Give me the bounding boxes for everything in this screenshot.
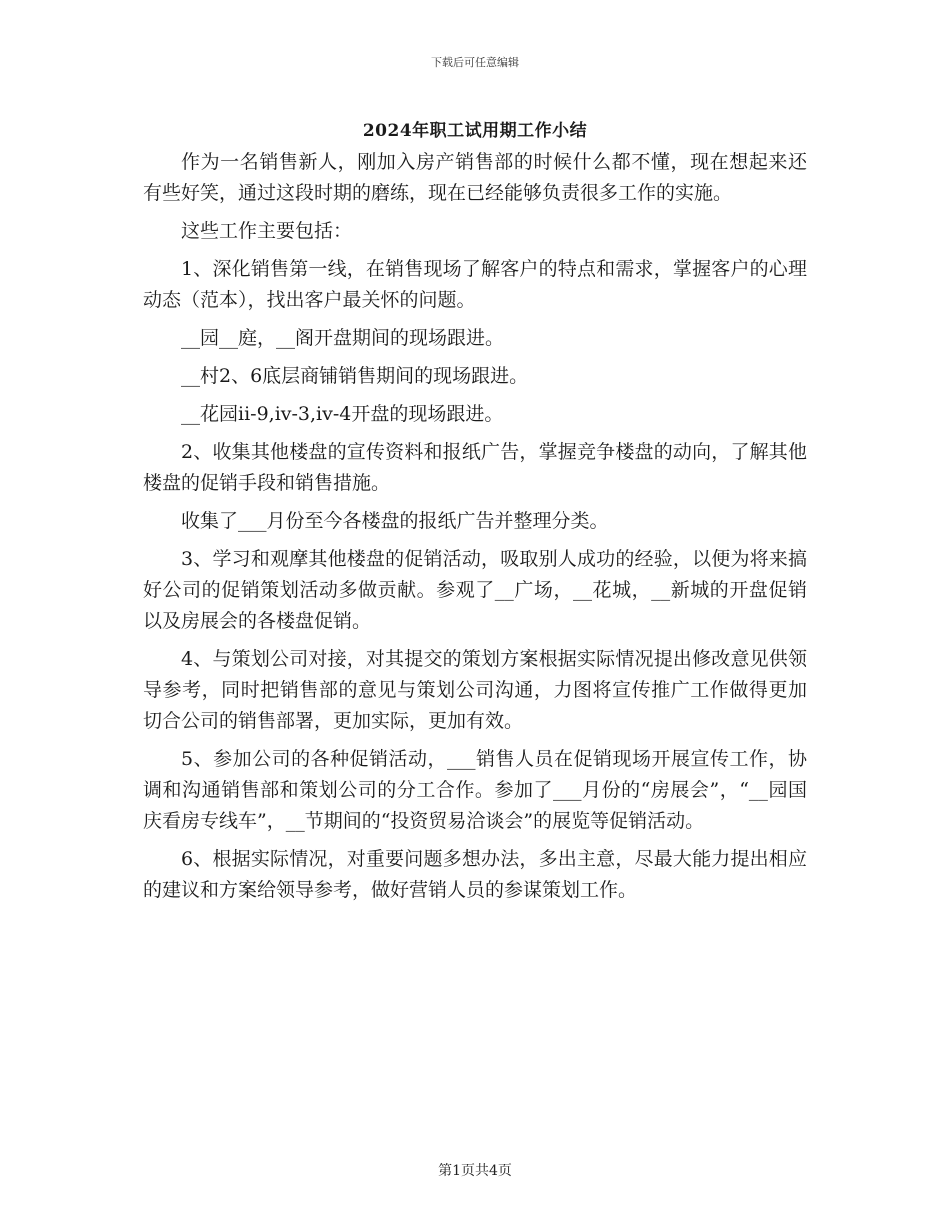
paragraph-followup-a: __园__庭，__阁开盘期间的现场跟进。: [181, 327, 505, 349]
paragraph-intro: 作为一名销售新人，刚加入房产销售部的时候什么都不懂，现在想起来还有些好笑，通过这段时期的磨练，现在已经能够负责很多工作的实施。: [143, 151, 807, 204]
document-body: [143, 147, 807, 913]
paragraph-item-3: 3、学习和观摩其他楼盘的促销活动，吸取别人成功的经验，以便为将来搞好公司的促销策划活动多做贡献。参观了__广场，__花城，__新城的开盘促销以及房展会的各楼盘促销。: [143, 548, 807, 632]
paragraph-item-5: 5、参加公司的各种促销活动，___销售人员在促销现场开展宣传工作，协调和沟通销售部和策划公司的分工合作。参加了___月份的“房展会”，“__园国庆看房专线车”，__节期间的“投资贸易洽谈会”的展览等促销活动。: [143, 748, 807, 832]
paragraph-item-2: 2、收集其他楼盘的宣传资料和报纸广告，掌握竞争楼盘的动向，了解其他楼盘的促销手段和销售措施。: [143, 441, 807, 494]
paragraph-followup-b: __村2、6底层商铺销售期间的现场跟进。: [181, 365, 529, 387]
paragraph-item-6: 6、根据实际情况，对重要问题多想办法，多出主意，尽最大能力提出相应的建议和方案给领导参考，做好营销人员的参谋策划工作。: [143, 848, 807, 901]
paragraph-followup-c: __花园ii-9,iv-3,iv-4开盘的现场跟进。: [181, 403, 504, 425]
document-title: 2024年职工试用期工作小结: [362, 121, 588, 141]
paragraph-scope: 这些工作主要包括：: [181, 220, 353, 242]
paragraph-collected: 收集了___月份至今各楼盘的报纸广告并整理分类。: [181, 510, 609, 532]
paragraph-item-4: 4、与策划公司对接，对其提交的策划方案根据实际情况提出修改意见供领导参考，同时把销售部的意见与策划公司沟通，力图将宣传推广工作做得更加切合公司的销售部署，更加实际，更加有效。: [143, 648, 807, 732]
paragraph-item-1: 1、深化销售第一线，在销售现场了解客户的特点和需求，掌握客户的心理动态（范本），找出客户最关怀的问题。: [143, 258, 807, 311]
page-header-note: 下载后可任意编辑: [431, 56, 519, 69]
page-number: 第1页共4页: [438, 1163, 512, 1179]
